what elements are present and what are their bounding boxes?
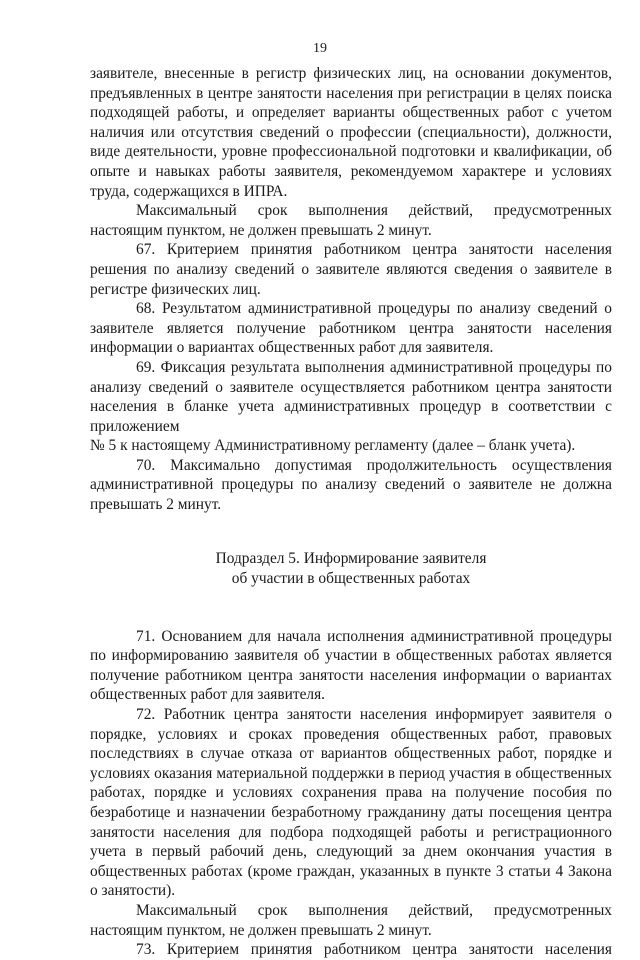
subsection-heading [90, 549, 612, 589]
paragraph-72: 72. Работник центра занятости населения информирует заявителя о порядке, условиях и сроках проведения общественных работ, правовых последствиях в случае отказа от вариантов общественных работ, порядке и условиях оказания материальной поддержки в период участия в общественных работах, порядке и условиях сохранения права на получение пособия по безработице и назначении безработному гражданину даты посещения центра занятости населения для подбора подходящей работы и регистрационного учета в первый рабочий день, следующий за днем окончания участия в общественных работах (кроме граждан, указанных в пункте 3 статьи 4 Закона о занятости). [90, 706, 612, 900]
paragraph-69: 69. Фиксация результата выполнения административной процедуры по анализу сведений о заявителе осуществляется работником центра занятости населения в бланке учета административных процедур в соответствии с приложением [90, 358, 612, 435]
paragraph-continuation: заявителе, внесенные в регистр физических лиц, на основании документов, предъявленных в центре занятости населения при регистрации в целях поиска подходящей работы, и определяет варианты общественных работ с учетом наличия или отсутствия сведений о профессии (специальности), должности, виде деятельности, уровне профессиональной подготовки и квалификации, об опыте и навыках работы заявителя, рекомендуемом характере и условиях труда, содержащихся в ИПРА. [90, 65, 612, 200]
paragraph-69-continued: № 5 к настоящему Административному регламенту (далее – бланк учета). [90, 437, 576, 455]
paragraph-68: 68. Результатом административной процедуры по анализу сведений о заявителе является получение работником центра занятости населения информации о вариантах общественных работ для заявителя. [90, 300, 612, 357]
paragraph-70: 70. Максимально допустимая продолжительность осуществления административной процедуры по анализу сведений о заявителе не должна превышать 2 минут. [90, 456, 612, 514]
document-body [90, 64, 612, 960]
paragraph-73: 73. Критерием принятия работником центра занятости населения [136, 941, 612, 959]
paragraph-max-term-2: Максимальный срок выполнения действий, предусмотренных настоящим пунктом, не должен превышать 2 минут. [90, 901, 612, 939]
page-number: 19 [313, 41, 327, 56]
subsection-title-line-1: Подраздел 5. Информирование заявителя [215, 549, 487, 567]
subsection-title-line-2: об участии в общественных работах [231, 569, 471, 587]
paragraph-max-term: Максимальный срок выполнения действий, предусмотренных настоящим пунктом, не должен превышать 2 минут. [90, 202, 612, 239]
paragraph-71: 71. Основанием для начала исполнения административной процедуры по информированию заявителя об участии в общественных работах является получение работником центра занятости населения информации о вариантах общественных работ для заявителя. [90, 627, 612, 704]
paragraph-67: 67. Критерием принятия работником центра занятости населения решения по анализу сведений о заявителе являются сведения о заявителе в регистре физических лиц. [90, 241, 612, 298]
